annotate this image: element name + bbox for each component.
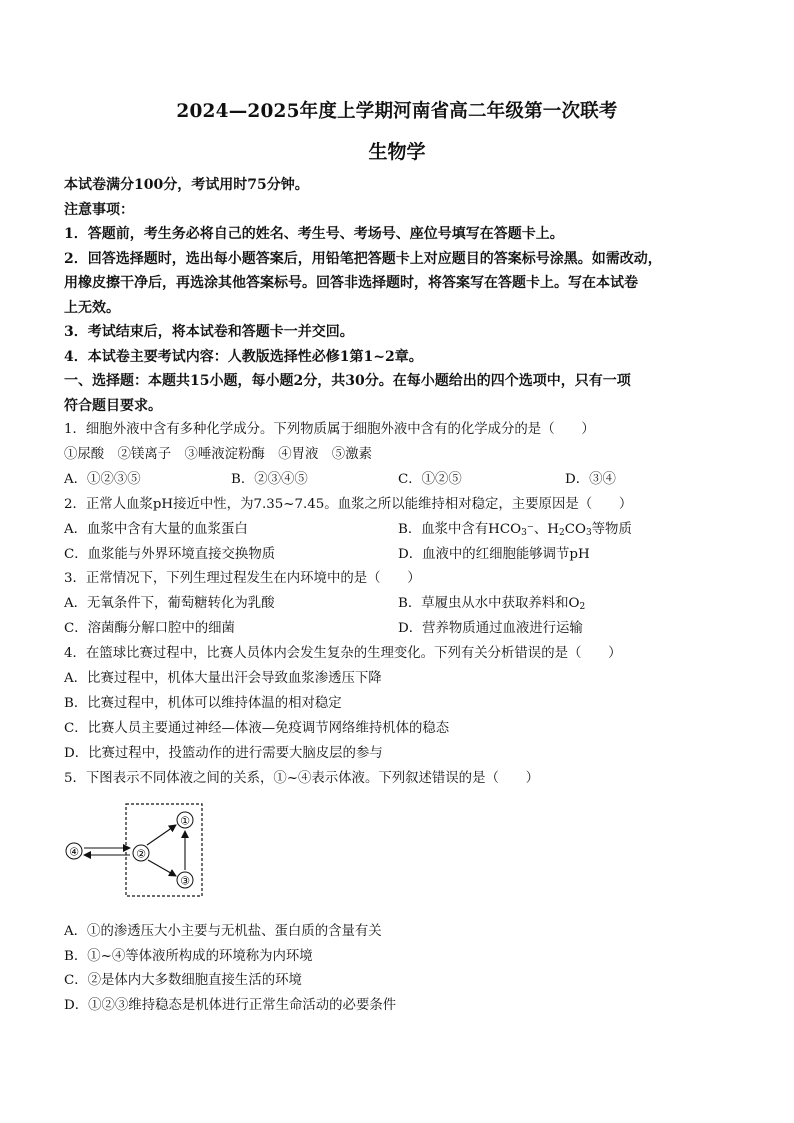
option-a: A．①②③⑤ bbox=[64, 471, 141, 487]
question-3-options-cd bbox=[64, 617, 732, 642]
option-d: D．①②③维持稳态是机体进行正常生命活动的必要条件 bbox=[64, 998, 397, 1014]
option-b: B．①~④等体液所构成的环境称为内环境 bbox=[64, 948, 313, 964]
note-item: 2．回答选择题时，选出每小题答案后，用铅笔把答题卡上对应题目的答案标号涂黑。如需改动， bbox=[64, 250, 662, 267]
exam-title: 2024—2025年度上学期河南省高二年级第一次联考 bbox=[176, 101, 618, 122]
note-item: 上无效。 bbox=[64, 299, 120, 316]
option-b: B．草履虫从水中获取养料和$O_2$ bbox=[398, 596, 586, 613]
question-3-options-ab bbox=[64, 592, 732, 617]
section-heading-cont: 符合题目要求。 bbox=[64, 397, 162, 414]
node-1-label: ① bbox=[180, 814, 190, 828]
question-2-stem: 2．正常人血浆pH接近中性，为7.35~7.45。血浆之所以能维持相对稳定，主要原因是（ ） bbox=[64, 496, 633, 512]
node-4-label: ④ bbox=[69, 845, 79, 859]
note-item: 1．答题前，考生务必将自己的姓名、考生号、考场号、座位号填写在答题卡上。 bbox=[64, 226, 564, 242]
option-a: A．无氧条件下，葡萄糖转化为乳酸 bbox=[64, 596, 275, 612]
exam-info: 本试卷满分100分，考试用时75分钟。 bbox=[64, 177, 309, 193]
node-3-label: ③ bbox=[180, 874, 190, 888]
arrow-2-to-3 bbox=[148, 860, 176, 876]
option-c: C．比赛人员主要通过神经—体液—免疫调节网络维持机体的稳态 bbox=[64, 720, 450, 736]
question-1-list: ①尿酸 ②镁离子 ③唾液淀粉酶 ④胃液 ⑤激素 bbox=[64, 446, 372, 462]
option-b: B．血浆中含有$HCO_3^-$、$H_2CO_3$等物质 bbox=[398, 521, 632, 538]
note-item: 4．本试卷主要考试内容：人教版选择性必修1第1~2章。 bbox=[64, 348, 423, 365]
exam-subject: 生物学 bbox=[368, 141, 426, 163]
question-1-options bbox=[64, 468, 732, 493]
option-a: A．①的渗透压大小主要与无机盐、蛋白质的含量有关 bbox=[64, 923, 382, 939]
option-c: C．②是体内大多数细胞直接生活的环境 bbox=[64, 973, 302, 989]
option-d: D．营养物质通过血液进行运输 bbox=[398, 621, 583, 637]
option-a: A．比赛过程中，机体大量出汗会导致血浆渗透压下降 bbox=[64, 671, 382, 687]
body-fluid-diagram-svg bbox=[64, 792, 244, 920]
note-item: 用橡皮擦干净后，再选涂其他答案标号。回答非选择题时，将答案写在答题卡上。写在本试卷 bbox=[64, 275, 638, 291]
body-fluid-diagram bbox=[64, 792, 732, 920]
option-d: D．比赛过程中，投篮动作的进行需要大脑皮层的参与 bbox=[64, 745, 383, 761]
option-d: D．③④ bbox=[565, 471, 616, 487]
node-2-label: ② bbox=[136, 847, 146, 861]
question-3-stem: 3．正常情况下，下列生理过程发生在内环境中的是（ ） bbox=[64, 571, 421, 587]
arrow-2-to-1 bbox=[147, 825, 176, 845]
note-item: 3．考试结束后，将本试卷和答题卡一并交回。 bbox=[64, 324, 354, 340]
option-c: C．血浆能与外界环境直接交换物质 bbox=[64, 546, 276, 562]
option-d: D．血液中的红细胞能够调节pH bbox=[398, 546, 590, 562]
exam-content bbox=[64, 173, 732, 1019]
notes-heading: 注意事项： bbox=[64, 201, 134, 218]
question-5-stem: 5．下图表示不同体液之间的关系，①~④表示体液。下列叙述错误的是（ ） bbox=[64, 770, 540, 786]
option-b: B．②③④⑤ bbox=[231, 471, 308, 487]
question-1-stem: 1．细胞外液中含有多种化学成分。下列物质属于细胞外液中含有的化学成分的是（ ） bbox=[64, 422, 595, 437]
question-2-options-cd bbox=[64, 543, 732, 568]
question-2-options-ab bbox=[64, 518, 732, 543]
question-4-stem: 4．在篮球比赛过程中，比赛人员体内会发生复杂的生理变化。下列有关分析错误的是（ ） bbox=[64, 646, 622, 662]
option-b: B．比赛过程中，机体可以维持体温的相对稳定 bbox=[64, 695, 342, 711]
option-a: A．血浆中含有大量的血浆蛋白 bbox=[64, 521, 248, 537]
option-c: C．①②⑤ bbox=[398, 471, 462, 487]
section-heading: 一、选择题：本题共15小题，每小题2分，共30分。在每小题给出的四个选项中，只有一项 bbox=[64, 373, 631, 389]
option-c: C．溶菌酶分解口腔中的细菌 bbox=[64, 621, 235, 637]
